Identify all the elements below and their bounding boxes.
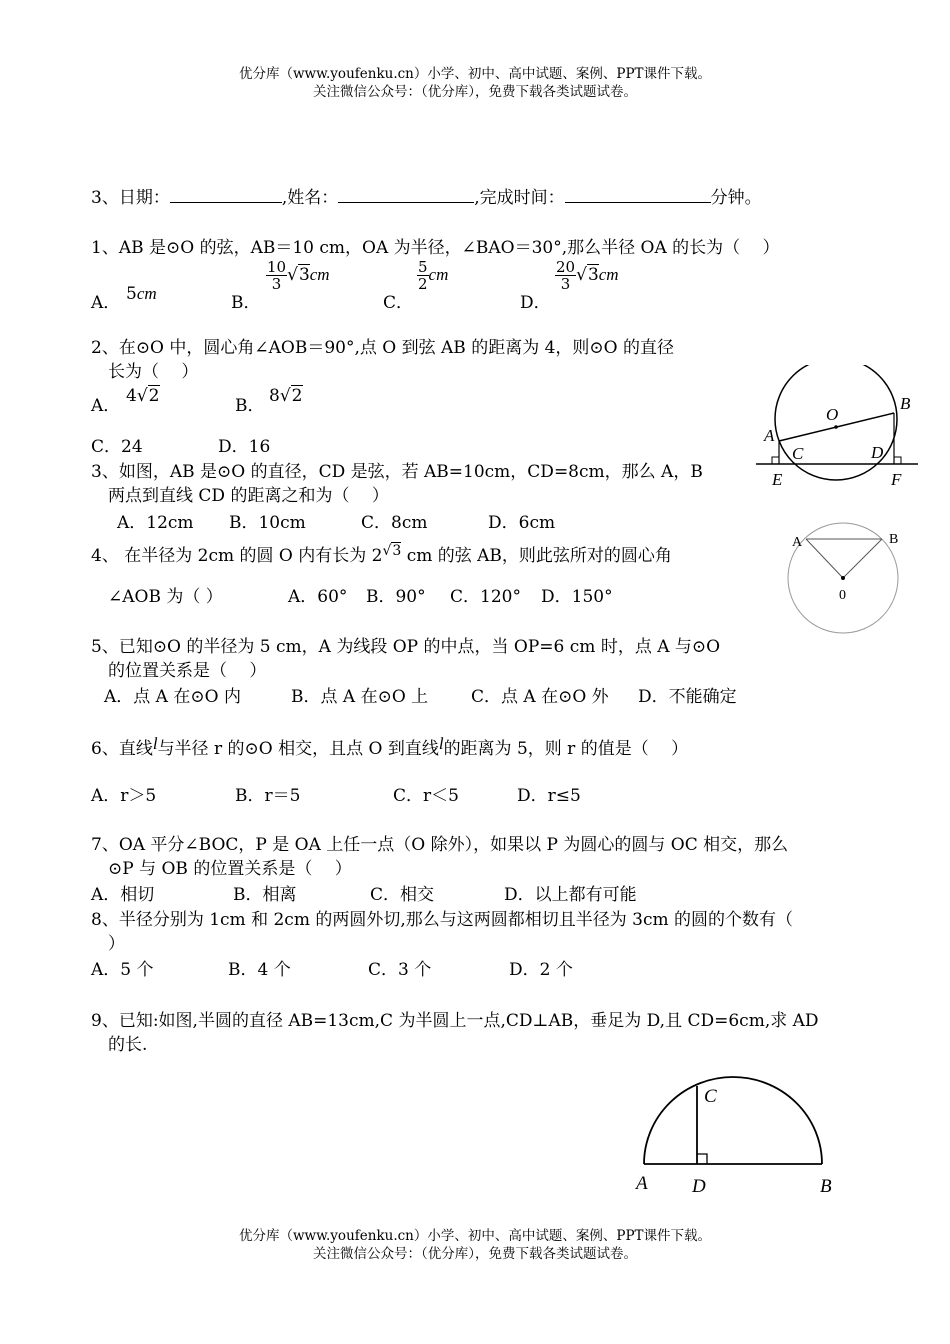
- q8-option-b: B．4 个: [228, 960, 291, 980]
- q6-option-a: A．r＞5: [91, 786, 157, 806]
- semicircle-arc: [644, 1077, 822, 1164]
- q3-option-a: A．12cm: [117, 513, 194, 533]
- q1-stem: 1、AB 是⊙O 的弦，AB＝10 cm，OA 为半径，∠BAO＝30°,那么半径 OA 的长为（ ）: [91, 238, 780, 258]
- label-o-2: 0: [839, 588, 846, 603]
- q2-line-2: 长为（ ）: [108, 362, 199, 382]
- figure-semicircle: [628, 1068, 843, 1203]
- footer-line-1: 优分库（www.youfenku.cn）小学、初中、高中试题、案例、PPT课件下载。: [238, 1228, 712, 1244]
- q7-line-2: ⊙P 与 OB 的位置关系是（ ）: [108, 859, 352, 879]
- name-blank[interactable]: [338, 188, 474, 203]
- q1-option-c-value: $\frac{5}{2}$ cm: [418, 258, 449, 293]
- center-o: [834, 425, 838, 429]
- q4-line-2: ∠AOB 为（ ）: [108, 587, 223, 607]
- q8-option-c: C．3 个: [368, 960, 432, 980]
- q6-option-b: B．r＝5: [235, 786, 301, 806]
- time-blank[interactable]: [565, 188, 711, 203]
- q3-option-c: C．8cm: [361, 513, 428, 533]
- q2-option-a-value: 4√2: [126, 386, 160, 406]
- q5-line-2: 的位置关系是（ ）: [108, 661, 267, 681]
- q8-option-a: A．5 个: [91, 960, 154, 980]
- q4-line-1: 4、 在半径为 2cm 的圆 O 内有长为 2√3 cm 的弦 AB，则此弦所对的圆心角: [91, 543, 672, 566]
- q3-line-2: 两点到直线 CD 的距离之和为（ ）: [108, 486, 389, 506]
- q2-option-c: C．24: [91, 437, 143, 457]
- q3-line-1: 3、如图，AB 是⊙O 的直径，CD 是弦，若 AB=10cm，CD=8cm，那么 A，B: [91, 462, 703, 482]
- label-a-2: A: [792, 535, 803, 550]
- q6-option-c: C．r＜5: [393, 786, 459, 806]
- label-a-3: A: [636, 1173, 648, 1194]
- q3-option-d: D．6cm: [488, 513, 556, 533]
- date-blank[interactable]: [170, 188, 282, 203]
- label-b: B: [900, 394, 911, 413]
- q1-option-d-value: $\frac{20}{3}$ √3cm: [556, 258, 619, 293]
- label-o: O: [826, 405, 839, 424]
- q7-line-1: 7、OA 平分∠BOC，P 是 OA 上任一点（O 除外），如果以 P 为圆心的圆与 OC 相交，那么: [91, 835, 789, 855]
- footer-line-2: 关注微信公众号：（优分库），免费下载各类试题试卷。: [313, 1246, 637, 1262]
- q9-line-1: 9、已知:如图,半圆的直径 AB=13cm,C 为半圆上一点,CD⊥AB，垂足为 D,且 CD=6cm,求 AD: [91, 1011, 819, 1031]
- label-e: E: [772, 470, 783, 489]
- q1-option-b-value: $\frac{10}{3}$ √3cm: [267, 258, 330, 293]
- date-label: 3、日期：: [91, 188, 170, 208]
- q4-option-b: B．90°: [366, 587, 426, 607]
- label-d: D: [871, 443, 884, 462]
- q6-option-d: D．r≤5: [517, 786, 581, 806]
- q2-option-b-value: 8√2: [269, 386, 303, 406]
- q2-option-b: B．: [235, 396, 265, 416]
- header-line-1: 优分库（www.youfenku.cn）小学、初中、高中试题、案例、PPT课件下载。: [238, 66, 712, 82]
- radius-oa: [806, 539, 843, 578]
- header-line-2: 关注微信公众号：（优分库），免费下载各类试题试卷。: [313, 84, 637, 100]
- label-c-3: C: [704, 1086, 717, 1107]
- q7-option-b: B．相离: [233, 885, 297, 905]
- label-a: A: [764, 426, 775, 445]
- q1-option-d-label: D．: [520, 293, 551, 313]
- q2-line-1: 2、在⊙O 中，圆心角∠AOB＝90°,点 O 到弦 AB 的距离为 4，则⊙O 的直径: [91, 338, 675, 358]
- q6-stem: 6、直线l与半径 r 的⊙O 相交，且点 O 到直线l的距离为 5，则 r 的值是（ ）: [91, 734, 689, 759]
- right-angle-e: [772, 457, 779, 464]
- label-f: F: [891, 470, 902, 489]
- q2-option-a: A．: [91, 396, 121, 416]
- figure-circle-diameter: [750, 365, 925, 490]
- q8-line-2: ）: [108, 934, 125, 954]
- q5-option-c: C．点 A 在⊙O 外: [471, 687, 609, 707]
- unit-label: 分钟。: [710, 188, 762, 208]
- q7-option-c: C．相交: [370, 885, 435, 905]
- right-angle-f: [894, 457, 901, 464]
- q5-line-1: 5、已知⊙O 的半径为 5 cm，A 为线段 OP 的中点，当 OP=6 cm 时，点 A 与⊙O: [91, 637, 721, 657]
- info-line: [91, 183, 762, 208]
- q7-option-d: D．以上都有可能: [504, 885, 637, 905]
- q8-line-1: 8、半径分别为 1cm 和 2cm 的两圆外切,那么与这两圆都相切且半径为 3cm 的圆的个数有（: [91, 910, 794, 930]
- label-b-2: B: [889, 532, 899, 547]
- q1-option-c-label: C．: [383, 293, 414, 313]
- q3-option-b: B．10cm: [229, 513, 306, 533]
- q4-option-a: A．60°: [288, 587, 348, 607]
- q9-line-2: 的长.: [108, 1035, 148, 1055]
- q5-option-a: A．点 A 在⊙O 内: [104, 687, 241, 707]
- q4-option-c: C．120°: [450, 587, 521, 607]
- q1-option-b-label: B．: [231, 293, 261, 313]
- label-c: C: [792, 444, 804, 463]
- figure-circle-chord: [782, 520, 907, 640]
- q8-option-d: D．2 个: [509, 960, 573, 980]
- name-label: ,姓名：: [281, 188, 339, 208]
- label-d-3: D: [692, 1176, 706, 1197]
- right-angle-d: [697, 1154, 707, 1164]
- q4-option-d: D．150°: [541, 587, 613, 607]
- q1-option-a: A．: [91, 293, 121, 313]
- q2-option-d: D．16: [218, 437, 271, 457]
- q7-option-a: A．相切: [91, 885, 155, 905]
- radius-ob: [843, 539, 882, 578]
- time-label: ,完成时间：: [474, 188, 565, 208]
- q5-option-b: B．点 A 在⊙O 上: [291, 687, 429, 707]
- q1-option-a-value: 5cm: [126, 284, 157, 304]
- q5-option-d: D．不能确定: [638, 687, 737, 707]
- label-b-3: B: [820, 1176, 832, 1197]
- center-o-2: [841, 576, 845, 580]
